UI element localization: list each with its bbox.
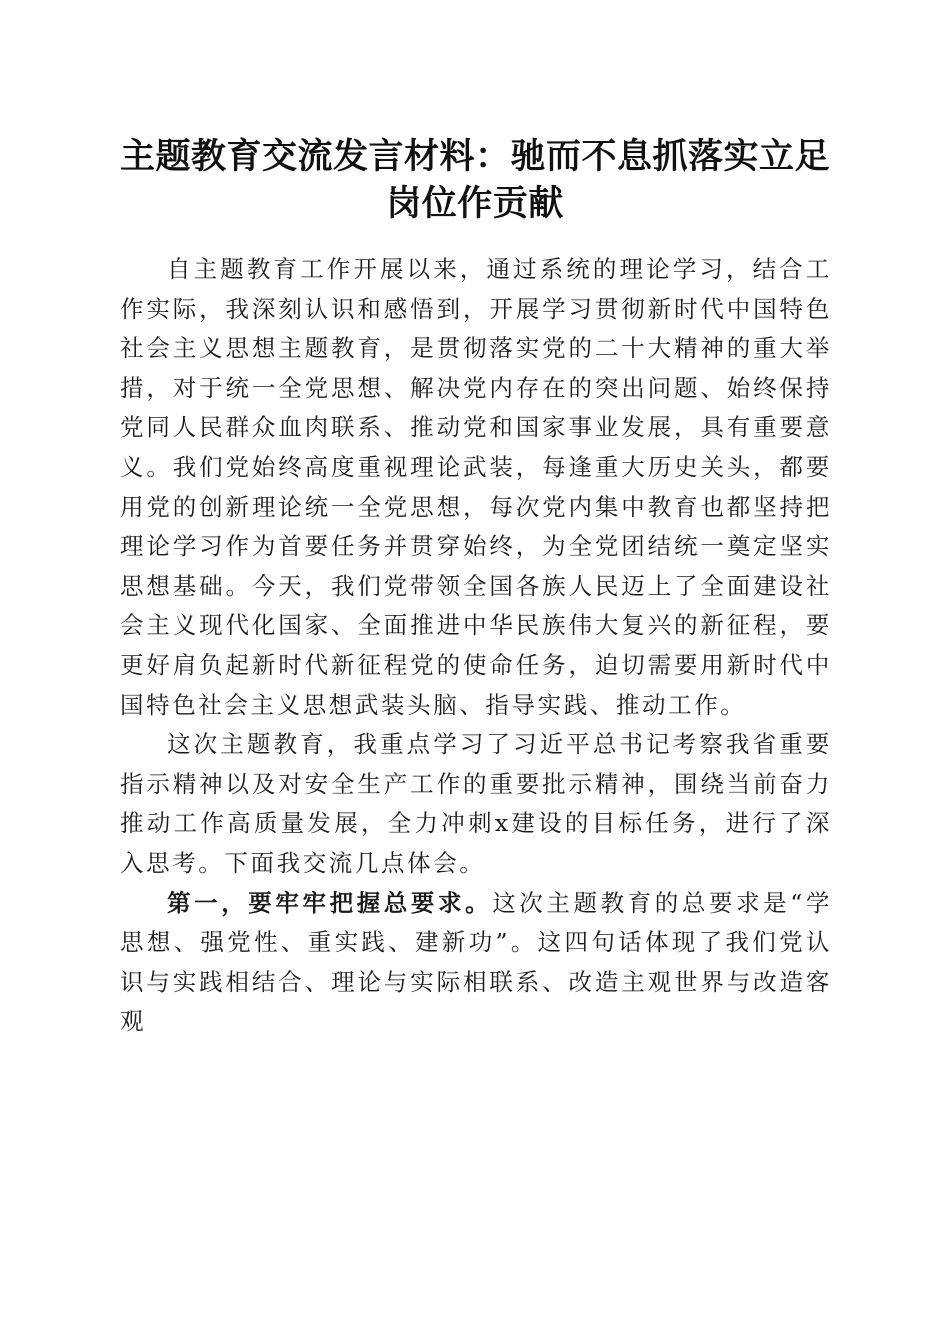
document-body [120,250,832,1042]
paragraph-point-one [120,884,832,1042]
paragraph-text: 这次主题教育的总要求是“学思想、强党性、重实践、建新功”。这四句话体现了我们党认识与实践相结合、理论与实际相联系、改造主观世界与改造客观 [120,888,832,1036]
paragraph-text: 自主题教育工作开展以来，通过系统的理论学习，结合工作实际，我深刻认识和感悟到，开展学习贯彻新时代中国特色社会主义思想主题教育，是贯彻落实党的二十大精神的重大举措，对于统一全党思想、解决党内存在的突出问题、始终保持党同人民群众血肉联系、推动党和国家事业发展，具有重要意义。我们党始终高度重视理论武装，每逢重大历史关头，都要用党的创新理论统一全党思想，每次党内集中教育也都坚持把理论学习作为首要任务并贯穿始终，为全党团结统一奠定坚实思想基础。今天，我们党带领全国各族人民迈上了全面建设社会主义现代化国家、全面推进中华民族伟大复兴的新征程，要更好肩负起新时代新征程党的使命任务，迫切需要用新时代中国特色社会主义思想武装头脑、指导实践、推动工作。 [120,255,832,719]
document-title: 主题教育交流发言材料：驰而不息抓落实立足岗位作贡献 [119,137,830,224]
paragraph-study-focus [120,725,832,883]
point-heading: 第一，要牢牢把握总要求。 [167,888,493,917]
paragraph-intro [120,250,832,725]
paragraph-text: 这次主题教育，我重点学习了习近平总书记考察我省重要指示精神以及对安全生产工作的重要批示精神，围绕当前奋力推动工作高质量发展，全力冲刺x建设的目标任务，进行了深入思考。下面我交流几点体会。 [120,730,832,877]
